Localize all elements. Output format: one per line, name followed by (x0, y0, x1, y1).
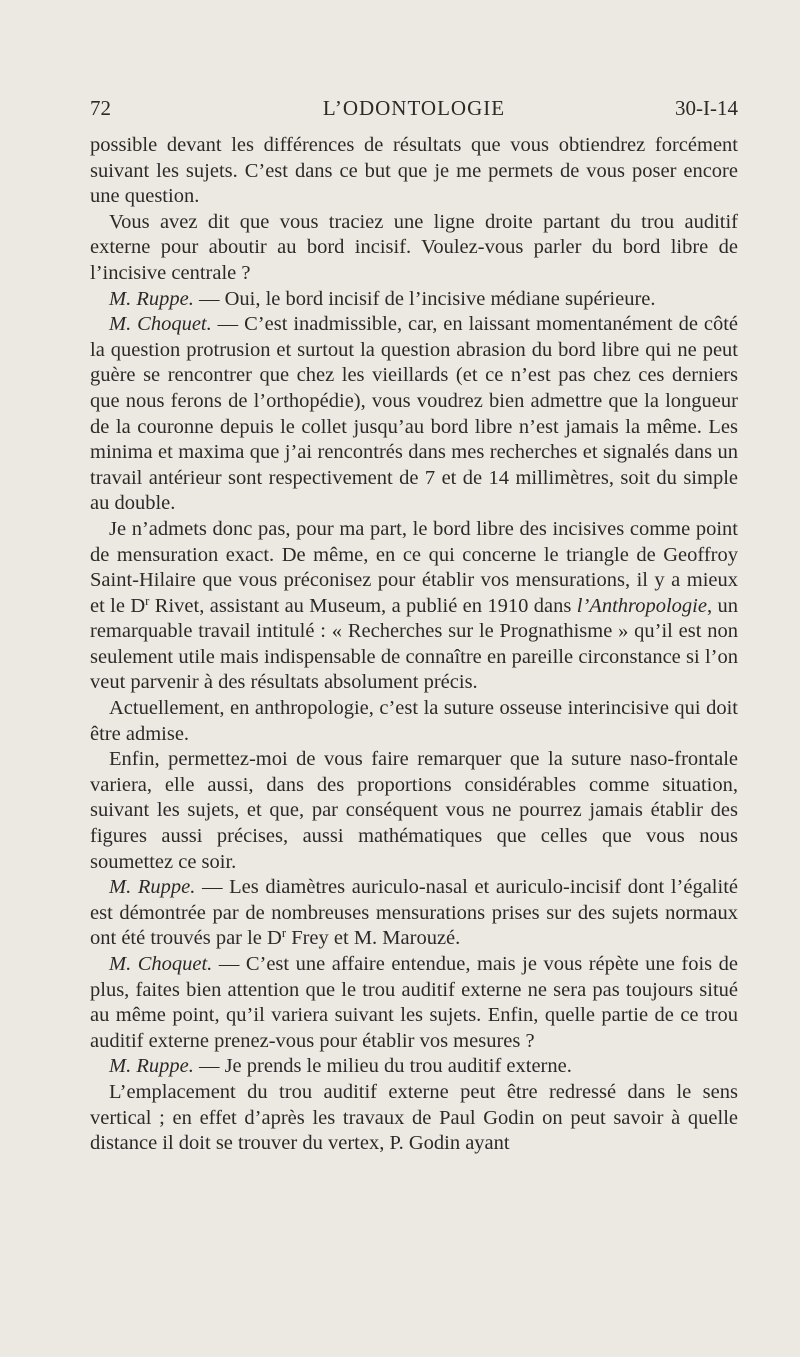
paragraph: Je n’admets donc pas, pour ma part, le bord libre des incisives comme point de mensuration exact. De même, en ce qui concerne le triangle de Geoffroy Saint-Hilaire que vous préconisez pour établir vos mensurations, il y a mieux et le $D^r$ Rivet, assistant au Museum, a publié en 1910 dans l’Anthropologie, un remarquable travail intitulé : « Recherches sur le Prognathisme » qu’il est non seulement utile mais indispensable de connaître en pareille circonstance si l’on veut parvenir à des résultats absolument précis. (90, 517, 738, 694)
paragraph: Vous avez dit que vous traciez une ligne droite partant du trou auditif externe pour aboutir au bord incisif. Voulez-vous parler du bord libre de l’incisive centrale ? (90, 210, 738, 284)
paragraph: Actuellement, en anthropologie, c’est la suture osseuse interincisive qui doit être admise. (90, 697, 738, 745)
page-body (90, 133, 738, 1157)
speaker-name: M. Ruppe. (109, 876, 196, 899)
running-header (90, 96, 738, 126)
paragraph: Enfin, permettez-moi de vous faire remarquer que la suture naso-frontale variera, elle aussi, dans des proportions considérables comme situation, suivant les sujets, et que, par conséquent vous ne pourrez jamais établir des figures aussi précises, aussi mathématiques que celles que vous nous soumettez ce soir. (90, 748, 738, 873)
speaker-name: M. Choquet. (109, 313, 212, 336)
publication-title: l’Anthropologie (576, 594, 707, 617)
speaker-name: M. Choquet. (109, 953, 213, 975)
dialogue-paragraph: M. Choquet. — C’est une affaire entendue, mais je vous répète une fois de plus, faites bien attention que le trou auditif externe ne sera pas toujours situé au même point, qu’il variera suivant les sujets. Enfin, quelle partie de ce trou auditif externe prenez-vous pour établir vos mesures ? (90, 953, 738, 1052)
speaker-name: M. Ruppe. (109, 287, 194, 310)
speaker-name: M. Ruppe. (109, 1055, 194, 1078)
page-number: 72 (90, 96, 111, 120)
dialogue-paragraph: M. Ruppe. — Les diamètres auriculo-nasal et auriculo-incisif dont l’égalité est démontrée par de nombreuses mensurations prises sur des sujets normaux ont été trouvés par le $D^r$ Frey et M. Marouzé. (90, 876, 738, 950)
paragraph: possible devant les différences de résultats que vous obtiendrez forcément suivant les sujets. C’est dans ce but que je me permets de vous poser encore une question. (90, 134, 738, 208)
journal-title: L’ODONTOLOGIE (322, 96, 506, 120)
dialogue-paragraph: M. Ruppe. — Je prends le milieu du trou auditif externe. (109, 1055, 572, 1078)
dialogue-paragraph: M. Choquet. — C’est inadmissible, car, en laissant momentanément de côté la question protrusion et surtout la question abrasion du bord libre qui ne peut guère se rencontrer que chez les vieillards (et ce n’est pas chez ces derniers que nous ferons de l’orthopédie), vous voudrez bien admettre que la longueur de la couronne depuis le collet jusqu’au bord libre n’est jamais la même. Les minima et maxima que j’ai rencontrés dans mes recherches et signalés dans un travail antérieur sont respectivement de 7 et de 14 millimètres, soit du simple au double. (90, 313, 738, 515)
paragraph: L’emplacement du trou auditif externe peut être redressé dans le sens vertical ; en effet d’après les travaux de Paul Godin on peut savoir à quelle distance il doit se trouver du vertex, P. Godin ayant (90, 1080, 738, 1155)
dialogue-paragraph: M. Ruppe. — Oui, le bord incisif de l’incisive médiane supérieure. (109, 287, 656, 310)
issue-date: 30-I-14 (675, 96, 738, 120)
